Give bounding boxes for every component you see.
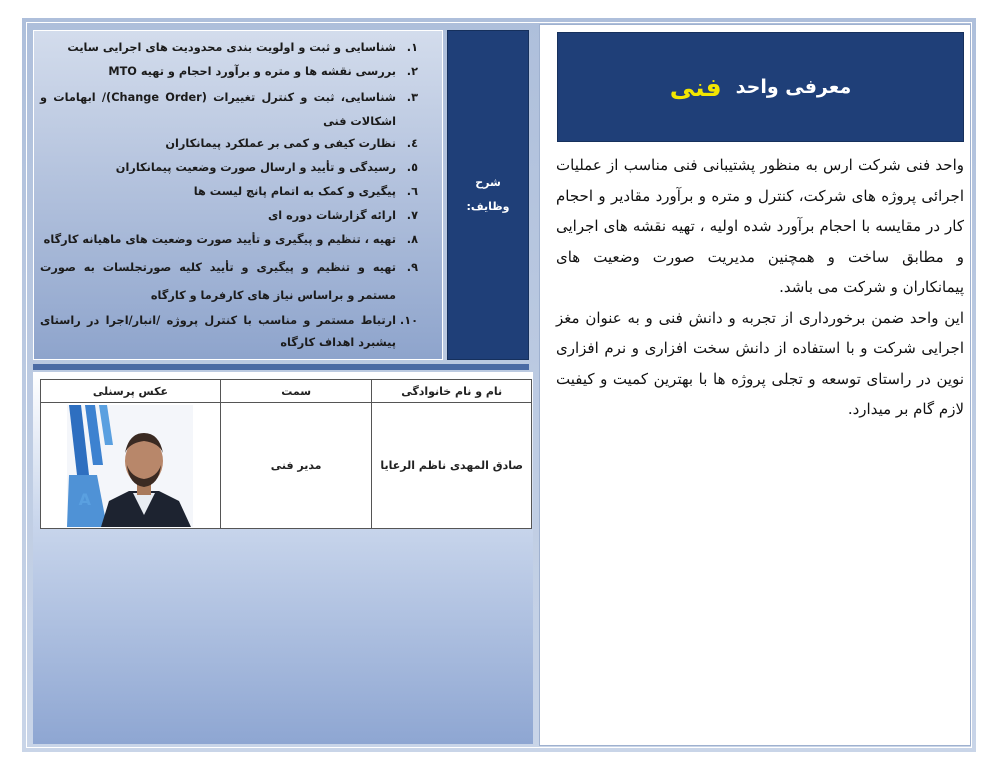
duty-text: شناسایی، ثبت و کنترل تغییرات (Change Order)/ ابهامات و اشکالات فنی — [40, 91, 396, 128]
duty-item — [40, 158, 418, 178]
intro-paragraph: واحد فنی شرکت ارس به منظور پشتیبانی فنی مناسب از عملیات اجرائی پروژه های شرکت، کنترل و متره و برآورد مقادیر و احجام کار در مقایسه با احجام برآورد شده اولیه ، تهیه نقشه های اجرایی و مطابق ساخت و همچنین مدیریت صورت وضعیت های پیمانکاران و شرکت می باشد. — [556, 156, 964, 296]
duty-item — [40, 254, 418, 310]
intro-text — [556, 150, 964, 450]
duty-number: ۱. — [406, 41, 418, 54]
title-main: معرفی واحد — [735, 76, 852, 98]
duty-number: ٥. — [406, 161, 418, 174]
header-name: نام و نام خانوادگی — [372, 380, 532, 403]
duty-number: ۷. — [406, 209, 418, 222]
staff-table — [40, 379, 532, 529]
staff-name: صادق المهدی ناظم الرعایا — [372, 403, 532, 529]
duty-text: نظارت کیفی و کمی بر عملکرد پیمانکاران — [165, 137, 396, 150]
duty-item — [40, 86, 418, 134]
duties-label-box — [447, 30, 529, 360]
duty-text: پیگیری و کمک به اتمام پانچ لیست ها — [193, 185, 396, 198]
duty-number: ٦. — [406, 185, 418, 198]
header-position: سمت — [220, 380, 372, 403]
duty-number: ۸. — [406, 233, 418, 246]
duty-text: شناسایی و ثبت و اولویت بندی محدودیت های اجرایی سایت — [67, 41, 396, 54]
duty-text: تهیه ، تنظیم و پیگیری و تأیید صورت وضعیت های ماهیانه کارگاه — [43, 233, 396, 246]
duty-item — [40, 182, 418, 202]
duty-item — [40, 134, 418, 154]
svg-text:A: A — [79, 489, 92, 509]
duty-number: ٤. — [406, 137, 418, 150]
duty-text: ارتباط مستمر و مناسب با کنترل پروژه /انبار/اجرا در راستای پیشبرد اهداف کارگاه — [40, 314, 396, 349]
duty-number: ۲. — [406, 65, 418, 78]
table-row — [41, 403, 532, 529]
duty-item — [40, 62, 418, 82]
duty-number: ۹. — [406, 261, 418, 274]
duty-item — [40, 38, 418, 58]
duty-text: رسیدگی و تأیید و ارسال صورت وضعیت پیمانکاران — [115, 161, 396, 174]
table-header-row — [41, 380, 532, 403]
duty-text: تهیه و تنظیم و پیگیری و تأیید کلیه صورتجلسات به صورت مستمر و براساس نیاز های کارفرما و کارگاه — [40, 261, 396, 302]
duties-label: شرح وظایف: — [466, 176, 510, 213]
header-photo: عکس پرسنلی — [41, 380, 221, 403]
duty-item — [40, 206, 418, 226]
intro-paragraph: این واحد ضمن برخورداری از تجربه و دانش فنی و به عنوان مغز اجرایی شرکت و با استفاده از دانش سخت افزاری و نرم افزاری نوین در راستای توسعه و تجلی پروژه ها با بهترین کمیت و کیفیت لازم گام بر میدارد. — [556, 308, 964, 418]
staff-position: مدیر فنی — [220, 403, 372, 529]
duty-number: ۳. — [406, 91, 418, 104]
duty-number: ۱۰. — [399, 314, 418, 327]
duty-item — [40, 230, 418, 250]
page-title — [557, 32, 964, 142]
staff-photo-cell — [41, 403, 221, 529]
title-accent: فنی — [669, 72, 722, 102]
duty-text: بررسی نقشه ها و متره و برآورد احجام و تهیه MTO — [108, 65, 396, 78]
duty-item — [40, 310, 418, 354]
section-divider — [33, 364, 529, 370]
person-photo-icon — [67, 405, 193, 527]
duty-text: ارائه گزارشات دوره ای — [267, 209, 396, 222]
